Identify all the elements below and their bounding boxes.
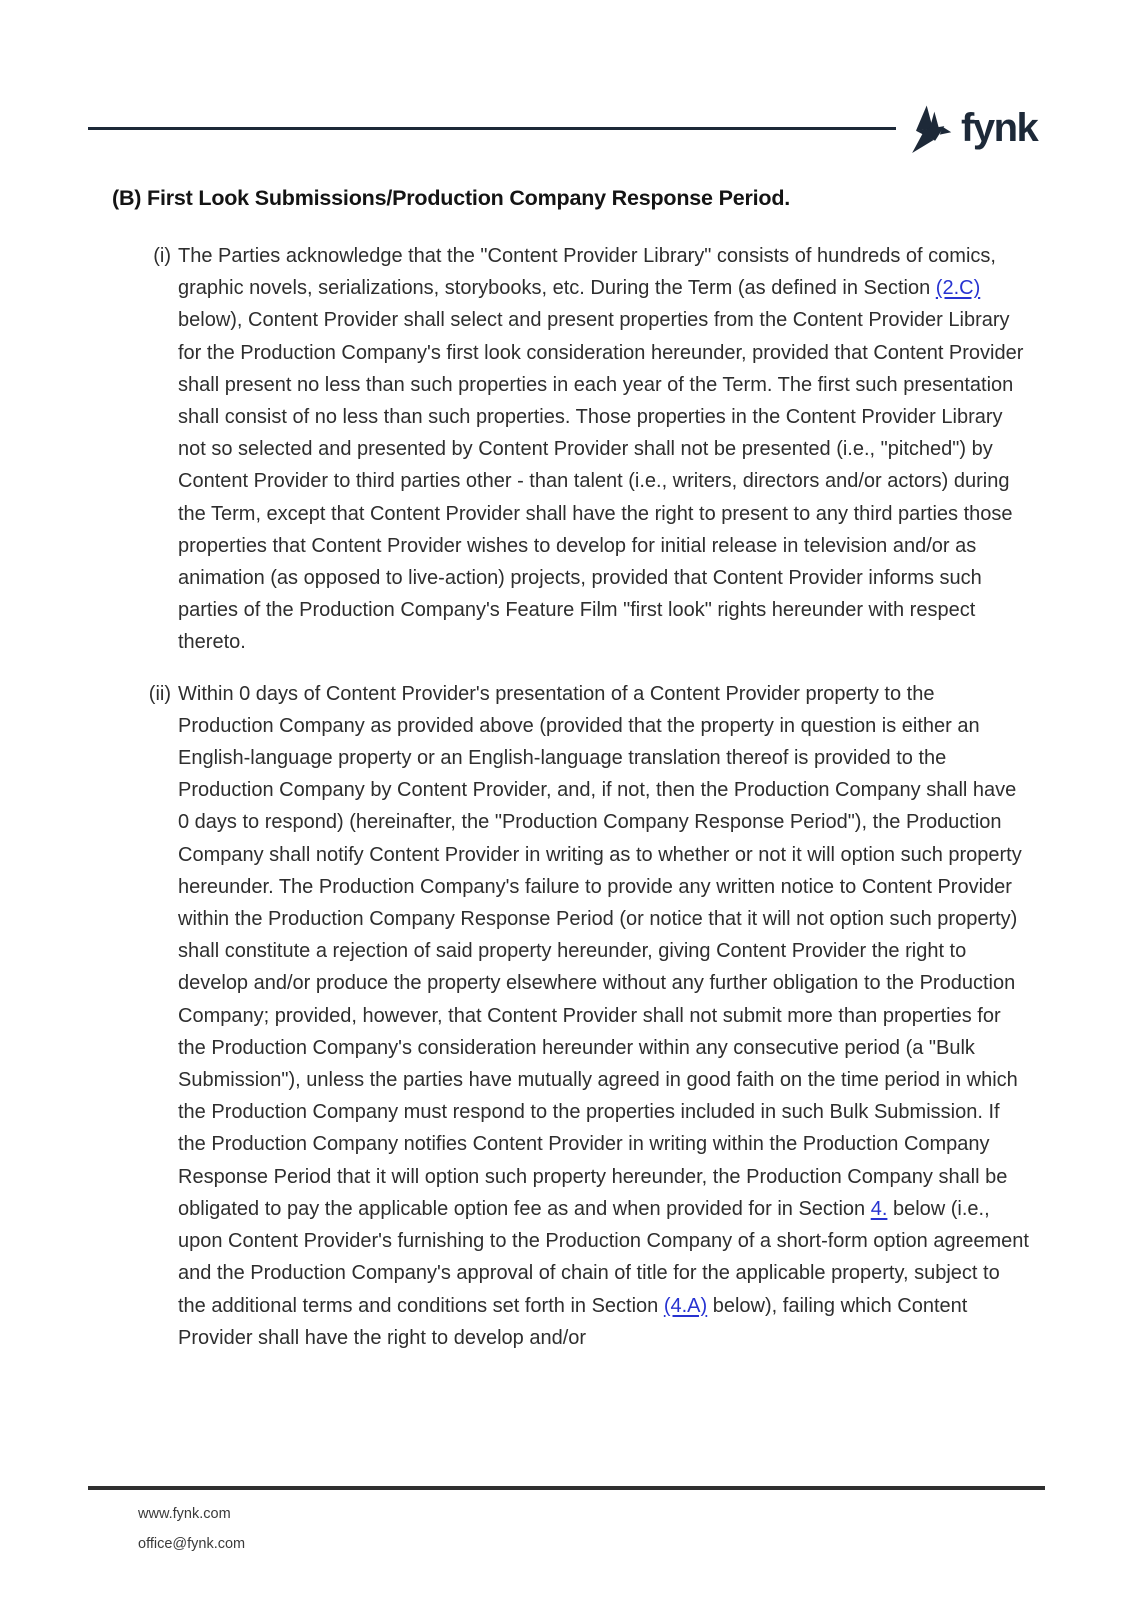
section-link[interactable]: (4.A) [663, 1294, 708, 1317]
clause-marker: (ii) [148, 682, 171, 705]
clause-heading: (B) First Look Submissions/Production Company Response Period. [112, 186, 791, 210]
text-run: below (i.e., upon Content Provider's furnishing to the Production Company of a short-form option agreement and the Production Company's approval of chain of title for the applicable property, subject to the additional terms and conditions set forth in Section [178, 1197, 1029, 1317]
footer-contact [138, 1499, 245, 1559]
clause-marker: (i) [153, 245, 171, 267]
footer-website: www.fynk.com [138, 1506, 231, 1522]
text-run: Within 0 days of Content Provider's presentation of a Content Provider property to the Production Company as provided above (provided that the property in question is either an English-language property or an English-language translation thereof is provided to the Production Company by Content Provider, and, if not, then the Production Company shall have 0 days to respond) (hereinafter, the "Production Company Response Period"), the Production Company shall notify Content Provider in writing as to whether or not it will option such property hereunder. The Production Company's failure to provide any written notice to Content Provider within the Production Company Response Period (or notice that it will not option such property) shall constitute a rejection of said property hereunder, giving Content Provider the right to develop and/or produce the property elsewhere without any further obligation to the Production Company; provided, however, that Content Provider shall not submit more than properties for the Production Company's consideration hereunder within any consecutive period (a "Bulk Submission"), unless the parties have mutually agreed in good faith on the time period in which the Production Company must respond to the properties included in such Bulk Submission. If the Production Company notifies Content Provider in writing within the Production Company Response Period that it will option such property hereunder, the Production Company shall be obligated to pay the applicable option fee as and when provided for in Section [178, 682, 1022, 1220]
fynk-wordmark: fynk [961, 106, 1038, 150]
footer-email: office@fynk.com [138, 1536, 246, 1552]
fynk-logo [906, 100, 1037, 160]
clause-text [178, 683, 1029, 1349]
text-run: The Parties acknowledge that the "Content Provider Library" consists of hundreds of comics, graphic novels, serializations, storybooks, etc. During the Term (as defined in Section [178, 245, 996, 300]
clause-paragraph-ii [112, 678, 1031, 1354]
clause-text [178, 245, 1023, 653]
origami-bird-icon [906, 101, 952, 159]
clause-paragraph-i [112, 240, 1031, 659]
text-run: below), failing which Content Provider shall have the right to develop and/or [178, 1294, 968, 1349]
header-rule [88, 127, 896, 130]
section-link[interactable]: 4. [870, 1197, 888, 1220]
footer-rule [88, 1486, 1045, 1490]
text-run: below), Content Provider shall select and present properties from the Content Provider Library for the Production Company's first look consideration hereunder, provided that Content Provider shall present no less than such properties in each year of the Term. The first such presentation shall consist of no less than such properties. Those properties in the Content Provider Library not so selected and presented by Content Provider shall not be presented (i.e., "pitched") by Content Provider to third parties other - than talent (i.e., writers, directors and/or actors) during the Term, except that Content Provider shall have the right to present to any third parties those properties that Content Provider wishes to develop for initial release in television and/or as animation (as opposed to live-action) projects, provided that Content Provider informs such parties of the Production Company's Feature Film "first look" rights hereunder with respect thereto. [178, 309, 1024, 654]
section-link[interactable]: (2.C) [935, 277, 981, 300]
clause-list [112, 240, 1036, 1373]
